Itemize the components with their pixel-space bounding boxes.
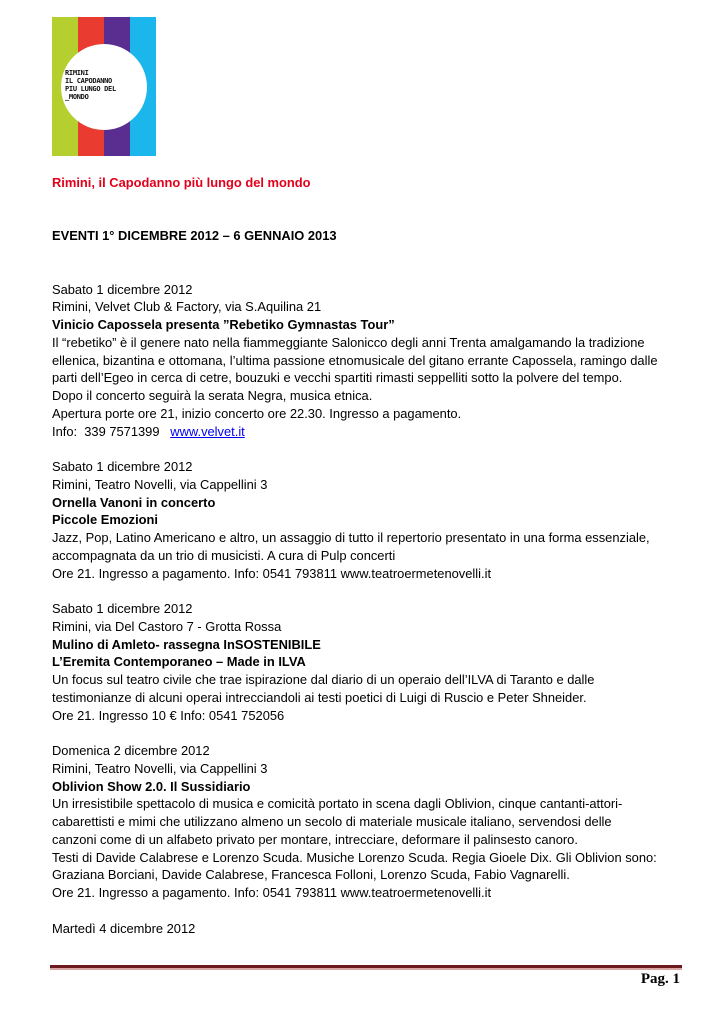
- document-body: [52, 174, 658, 937]
- event-title: Ornella Vanoni in concerto: [52, 494, 216, 510]
- event-date: Sabato 1 dicembre 2012: [52, 601, 193, 616]
- event-description-line: Ore 21. Ingresso a pagamento. Info: 0541 793811 www.teatroermetenovelli.it: [52, 565, 492, 581]
- event-entry: [52, 600, 658, 724]
- document-title: Rimini, il Capodanno più lungo del mondo: [52, 175, 311, 190]
- event-description-line: Graziana Borciani, Davide Calabrese, Francesca Folloni, Lorenzo Scuda, Fabio Vagnarelli.: [52, 867, 570, 883]
- event-entry: [52, 920, 658, 938]
- event-title: L’Eremita Contemporaneo – Made in ILVA: [52, 654, 306, 670]
- event-description-line: Apertura porte ore 21, inizio concerto ore 22.30. Ingresso a pagamento.: [52, 405, 462, 421]
- logo-text: RIMINI IL CAPODANNO PIU LUNGO DEL _MONDO: [65, 69, 116, 101]
- events-period-heading: EVENTI 1° DICEMBRE 2012 – 6 GENNAIO 2013: [52, 228, 337, 244]
- event-description-line: Ore 21. Ingresso a pagamento. Info: 0541 793811 www.teatroermetenovelli.it: [52, 885, 492, 900]
- event-description-line: Ore 21. Ingresso 10 € Info: 0541 752056: [52, 707, 285, 723]
- event-website-link[interactable]: www.velvet.it: [170, 423, 245, 439]
- event-date: Domenica 2 dicembre 2012: [52, 743, 210, 758]
- event-description-line: accompagnata da un trio di musicisti. A cura di Pulp concerti: [52, 547, 396, 563]
- event-venue: Rimini, Teatro Novelli, via Cappellini 3: [52, 476, 268, 492]
- event-description-line: Jazz, Pop, Latino Americano e altro, un assaggio di tutto il repertorio presentato in una forma essenziale,: [52, 530, 650, 545]
- event-description-line: Il “rebetiko” è il genere nato nella fiammeggiante Salonicco degli anni Trenta amalgamando la tradizione: [52, 334, 645, 350]
- logo: [52, 17, 156, 156]
- event-description-line: cabarettisti e mimi che utilizzano almeno un secolo di materiale musicale italiano, servendosi delle: [52, 814, 612, 829]
- event-description-line: parti dell’Egeo in cerca di cetre, bouzuki e vecchi spartiti rimasti seppelliti sotto la polvere del tempo.: [52, 370, 623, 386]
- event-venue: Rimini, Teatro Novelli, via Cappellini 3: [52, 760, 268, 776]
- event-description-line: Dopo il concerto seguirà la serata Negra, musica etnica.: [52, 388, 373, 403]
- event-title: Mulino di Amleto- rassegna InSOSTENIBILE: [52, 636, 321, 652]
- event-description-line: ellenica, bizantina e ottomana, l’ultima passione etnomusicale del gitano errante Capossela, ramingo dalle: [52, 352, 658, 368]
- event-description-line: canzoni come di un alfabeto privato per montare, intrecciare, deformare il palinsesto canoro.: [52, 831, 578, 847]
- event-entry: [52, 458, 658, 582]
- event-venue: Rimini, Velvet Club & Factory, via S.Aquilina 21: [52, 299, 322, 315]
- event-info: [52, 423, 658, 441]
- event-description-line: Un focus sul teatro civile che trae ispirazione dal diario di un operaio dell’ILVA di Taranto e dalle: [52, 672, 595, 687]
- event-entry: [52, 742, 658, 902]
- event-info-text: Info: 339 7571399: [52, 423, 171, 439]
- event-date: Sabato 1 dicembre 2012: [52, 281, 193, 297]
- event-date: Sabato 1 dicembre 2012: [52, 459, 193, 474]
- event-title: Oblivion Show 2.0. Il Sussidiario: [52, 778, 251, 794]
- event-description-line: Un irresistibile spettacolo di musica e comicità portato in scena dagli Oblivion, cinque cantanti-attori-: [52, 796, 623, 812]
- event-venue: Rimini, via Del Castoro 7 - Grotta Rossa: [52, 618, 282, 634]
- footer-rule-light: [50, 968, 682, 970]
- event-description-line: testimonianze di alcuni operai intrecciandoli ai testi poetici di Luigi di Ruscio e Peter Shneider.: [52, 689, 587, 705]
- event-title: Vinicio Capossela presenta ”Rebetiko Gymnastas Tour”: [52, 317, 395, 332]
- event-entry: [52, 281, 658, 441]
- event-date: Martedì 4 dicembre 2012: [52, 920, 196, 936]
- event-title: Piccole Emozioni: [52, 512, 159, 528]
- event-description-line: Testi di Davide Calabrese e Lorenzo Scuda. Musiche Lorenzo Scuda. Regia Gioele Dix. Gli Oblivion sono:: [52, 849, 657, 865]
- page-number: Pag. 1: [640, 971, 680, 987]
- events-list: [52, 281, 658, 938]
